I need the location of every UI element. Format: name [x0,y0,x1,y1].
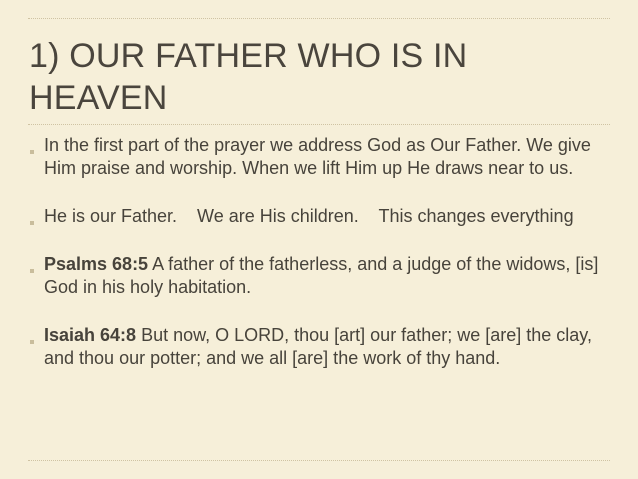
bullet-body: But now, O LORD, thou [art] our father; we [are] the clay, and thou our potter; and we all [are] the work of thy hand. [44,325,592,368]
scripture-reference: Isaiah 64:8 [44,325,137,345]
bullet-marker-icon [30,221,34,225]
bullet-item [30,253,600,299]
bullet-body: In the first part of the prayer we address God as Our Father. We give Him praise and worship. When we lift Him up He draws near to us. [44,135,591,178]
bullet-marker-icon [30,269,34,273]
bullet-marker-icon [30,150,34,154]
bullet-item [30,324,600,370]
bullet-list [30,134,600,370]
top-divider [28,18,610,19]
bullet-body: A father of the fatherless, and a judge of the widows, [is] God in his holy habitation. [44,254,599,297]
slide-title: 1) OUR FATHER WHO IS IN HEAVEN [29,37,468,117]
bullet-body: He is our Father. We are His children. This changes everything [44,206,574,226]
bullet-text [44,254,598,297]
bullet-item [30,205,600,228]
bullet-text [44,206,574,226]
bullet-item [30,134,600,180]
title-divider [28,124,610,125]
scripture-reference: Psalms 68:5 [44,254,149,274]
bullet-text [44,135,591,178]
bullet-text [44,325,592,368]
bottom-divider [28,460,610,461]
bullet-marker-icon [30,340,34,344]
